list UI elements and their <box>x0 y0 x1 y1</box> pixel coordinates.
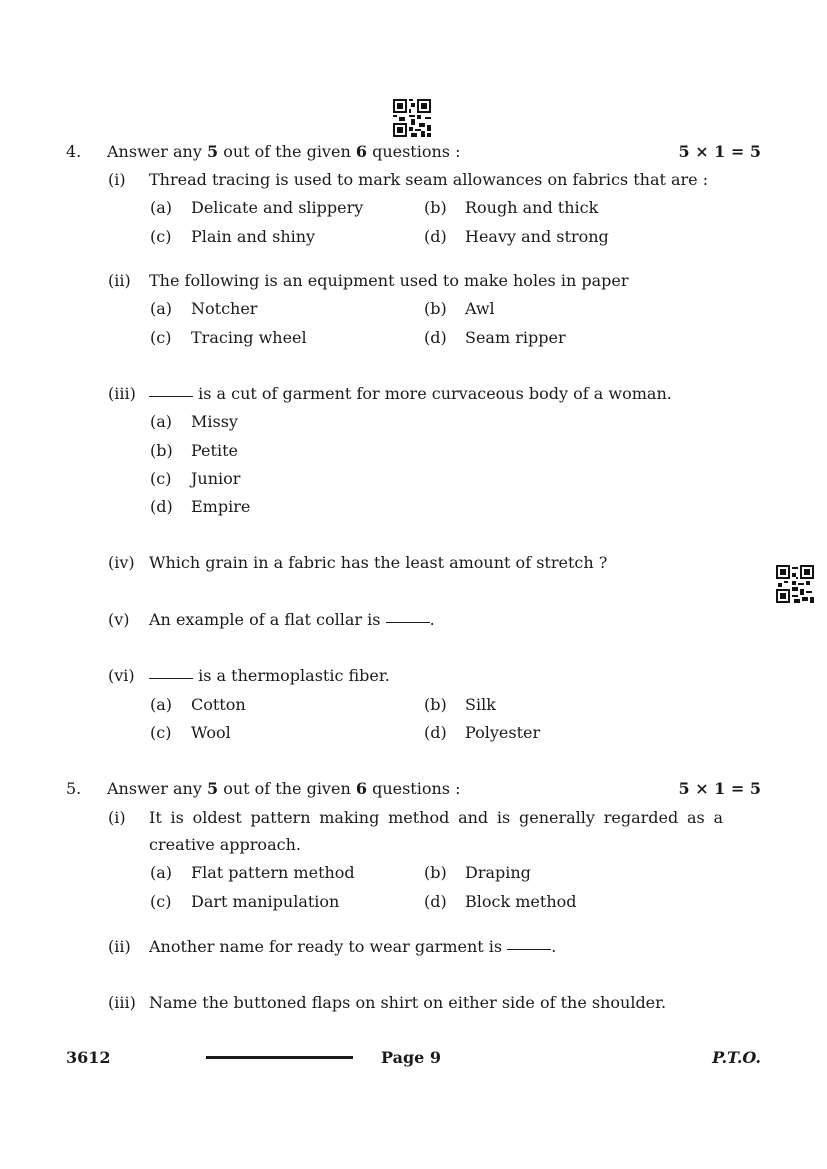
pto-label: P.T.O. <box>712 1048 761 1067</box>
q5-iii-number: (iii) <box>108 993 136 1012</box>
q4-number: 4. <box>66 142 82 161</box>
option-label: (c) <box>150 892 172 911</box>
q4-iv-number: (iv) <box>108 553 135 572</box>
option-text: Dart manipulation <box>191 892 340 911</box>
q5-instruction-pre: Answer any <box>107 779 202 798</box>
q4-v-number: (v) <box>108 610 130 629</box>
q4-instruction-mid: out of the given <box>223 142 351 161</box>
option-label: (c) <box>150 328 172 347</box>
q4-i-number: (i) <box>108 170 126 189</box>
q5-number: 5. <box>66 779 82 798</box>
q5-iii-text: Name the buttoned flaps on shirt on either side of the shoulder. <box>149 993 667 1012</box>
qr-code-side <box>776 565 814 603</box>
q4-ii-text: The following is an equipment used to make holes in paper <box>149 271 629 290</box>
option-text: Polyester <box>465 723 541 742</box>
q4-instruction-post: questions : <box>372 142 461 161</box>
paper-code: 3612 <box>66 1048 111 1067</box>
q5-ii-period: . <box>551 937 557 956</box>
q4-vi-line <box>149 666 390 685</box>
option-text: Junior <box>191 469 241 488</box>
page-number: Page 9 <box>381 1048 442 1067</box>
option-label: (d) <box>424 227 447 246</box>
fill-in-blank <box>507 948 551 950</box>
option-text: Cotton <box>191 695 246 714</box>
q5-instruction <box>107 779 460 798</box>
option-label: (d) <box>424 328 447 347</box>
option-text: Plain and shiny <box>191 227 316 246</box>
option-text: Awl <box>465 299 495 318</box>
q5-ii-text: Another name for ready to wear garment is <box>149 937 503 956</box>
option-text: Flat pattern method <box>191 863 355 882</box>
option-label: (b) <box>424 299 447 318</box>
option-text: Silk <box>465 695 496 714</box>
q4-marks: 5 × 1 = 5 <box>678 142 761 161</box>
option-label: (a) <box>150 198 173 217</box>
option-text: Block method <box>465 892 577 911</box>
q5-count-a: 5 <box>206 779 219 798</box>
footer-rule <box>206 1056 353 1059</box>
q5-ii-line <box>149 937 556 956</box>
option-label: (b) <box>424 198 447 217</box>
option-text: Rough and thick <box>465 198 599 217</box>
q5-marks: 5 × 1 = 5 <box>678 779 761 798</box>
option-label: (a) <box>150 863 173 882</box>
q4-iv-text: Which grain in a fabric has the least amount of stretch ? <box>149 553 608 572</box>
option-label: (d) <box>150 497 173 516</box>
q5-i-text-line1: It is oldest pattern making method and is generally regarded as a <box>149 808 723 827</box>
q4-instruction-pre: Answer any <box>107 142 202 161</box>
q5-i-text-line2: creative approach. <box>149 835 301 854</box>
option-text: Empire <box>191 497 251 516</box>
option-label: (b) <box>424 695 447 714</box>
q4-instruction <box>107 142 460 161</box>
q4-v-line <box>149 610 435 629</box>
option-text: Tracing wheel <box>191 328 307 347</box>
q4-iii-text: is a cut of garment for more curvaceous body of a woman. <box>198 384 672 403</box>
fill-in-blank <box>386 621 430 623</box>
option-text: Delicate and slippery <box>191 198 364 217</box>
q4-v-text: An example of a flat collar is <box>149 610 381 629</box>
q4-ii-number: (ii) <box>108 271 131 290</box>
option-text: Wool <box>191 723 231 742</box>
option-label: (d) <box>424 892 447 911</box>
fill-in-blank <box>149 395 193 397</box>
option-label: (a) <box>150 299 173 318</box>
q4-vi-text: is a thermoplastic fiber. <box>198 666 390 685</box>
q4-count-a: 5 <box>206 142 219 161</box>
q4-count-b: 6 <box>355 142 367 161</box>
option-label: (b) <box>424 863 447 882</box>
q4-v-period: . <box>429 610 435 629</box>
option-label: (c) <box>150 469 172 488</box>
option-label: (a) <box>150 695 173 714</box>
option-label: (b) <box>150 441 173 460</box>
option-text: Missy <box>191 412 238 431</box>
q5-count-b: 6 <box>355 779 367 798</box>
q5-instruction-post: questions : <box>372 779 461 798</box>
option-text: Heavy and strong <box>465 227 609 246</box>
option-text: Seam ripper <box>465 328 566 347</box>
option-label: (d) <box>424 723 447 742</box>
fill-in-blank <box>149 677 193 679</box>
option-text: Draping <box>465 863 531 882</box>
q4-vi-number: (vi) <box>108 666 135 685</box>
q5-instruction-mid: out of the given <box>223 779 351 798</box>
q4-iii-line <box>149 384 672 403</box>
q5-i-number: (i) <box>108 808 126 827</box>
option-label: (a) <box>150 412 173 431</box>
option-label: (c) <box>150 227 172 246</box>
q4-i-text: Thread tracing is used to mark seam allowances on fabrics that are : <box>149 170 709 189</box>
option-text: Petite <box>191 441 238 460</box>
q5-ii-number: (ii) <box>108 937 131 956</box>
q4-iii-number: (iii) <box>108 384 136 403</box>
option-text: Notcher <box>191 299 258 318</box>
qr-code-top <box>393 99 431 137</box>
option-label: (c) <box>150 723 172 742</box>
